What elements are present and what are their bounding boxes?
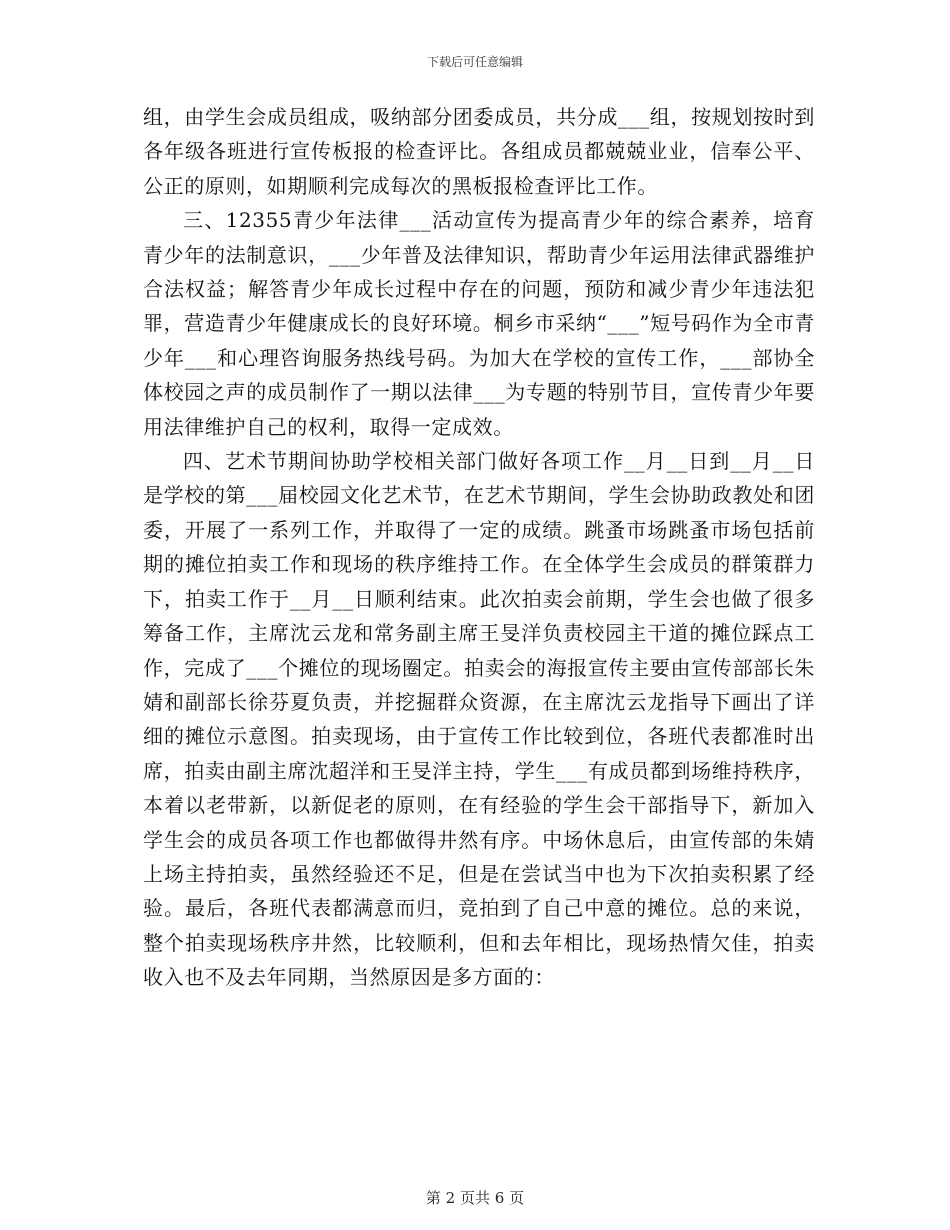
page-number-footer: 第 2 页共 6 页 <box>425 1189 525 1207</box>
paragraph-section-four: 四、艺术节期间协助学校相关部门做好各项工作__月__日到__月__日是学校的第___届校园文化艺术节，在艺术节期间，学生会协助政教处和团委，开展了一系列工作，并取得了一定的成绩。跳蚤市场跳蚤市场包括前期的摊位拍卖工作和现场的秩序维持工作。在全体学生会成员的群策群力下，拍卖工作于__月__日顺利结束。此次拍卖会前期，学生会也做了很多筹备工作，主席沈云龙和常务副主席王旻洋负责校园主干道的摊位踩点工作，完成了___个摊位的现场圈定。拍卖会的海报宣传主要由宣传部部长朱婧和副部长徐芬夏负责，并挖掘群众资源，在主席沈云龙指导下画出了详细的摊位示意图。拍卖现场，由于宣传工作比较到位，各班代表都准时出席，拍卖由副主席沈超洋和王旻洋主持，学生___有成员都到场维持秩序，本着以老带新，以新促老的原则，在有经验的学生会干部指导下，新加入学生会的成员各项工作也都做得井然有序。中场休息后，由宣传部的朱婧上场主持拍卖，虽然经验还不足，但是在尝试当中也为下次拍卖积累了经验。最后，各班代表都满意而归，竞拍到了自己中意的摊位。总的来说，整个拍卖现场秩序井然，比较顺利，但和去年相比，现场热情欠佳，拍卖收入也不及去年同期，当然原因是多方面的： <box>143 449 815 990</box>
page-header: 下载后可任意编辑 <box>426 55 523 69</box>
paragraph-continuation: 组，由学生会成员组成，吸纳部分团委成员，共分成___组，按规划按时到各年级各班进行宣传板报的检查评比。各组成员都兢兢业业，信奉公平、公正的原则，如期顺利完成每次的黑板报检查评比工作。 <box>143 105 815 198</box>
document-body <box>143 100 815 995</box>
paragraph-section-three: 三、12355青少年法律___活动宣传为提高青少年的综合素养，培育青少年的法制意识，___少年普及法律知识，帮助青少年运用法律武器维护合法权益；解答青少年成长过程中存在的问题，预防和减少青少年违法犯罪，营造青少年健康成长的良好环境。桐乡市采纳“___”短号码作为全市青少年___和心理咨询服务热线号码。为加大在学校的宣传工作，___部协全体校园之声的成员制作了一期以法律___为专题的特别节目，宣传青少年要用法律维护自己的权利，取得一定成效。 <box>143 208 815 439</box>
